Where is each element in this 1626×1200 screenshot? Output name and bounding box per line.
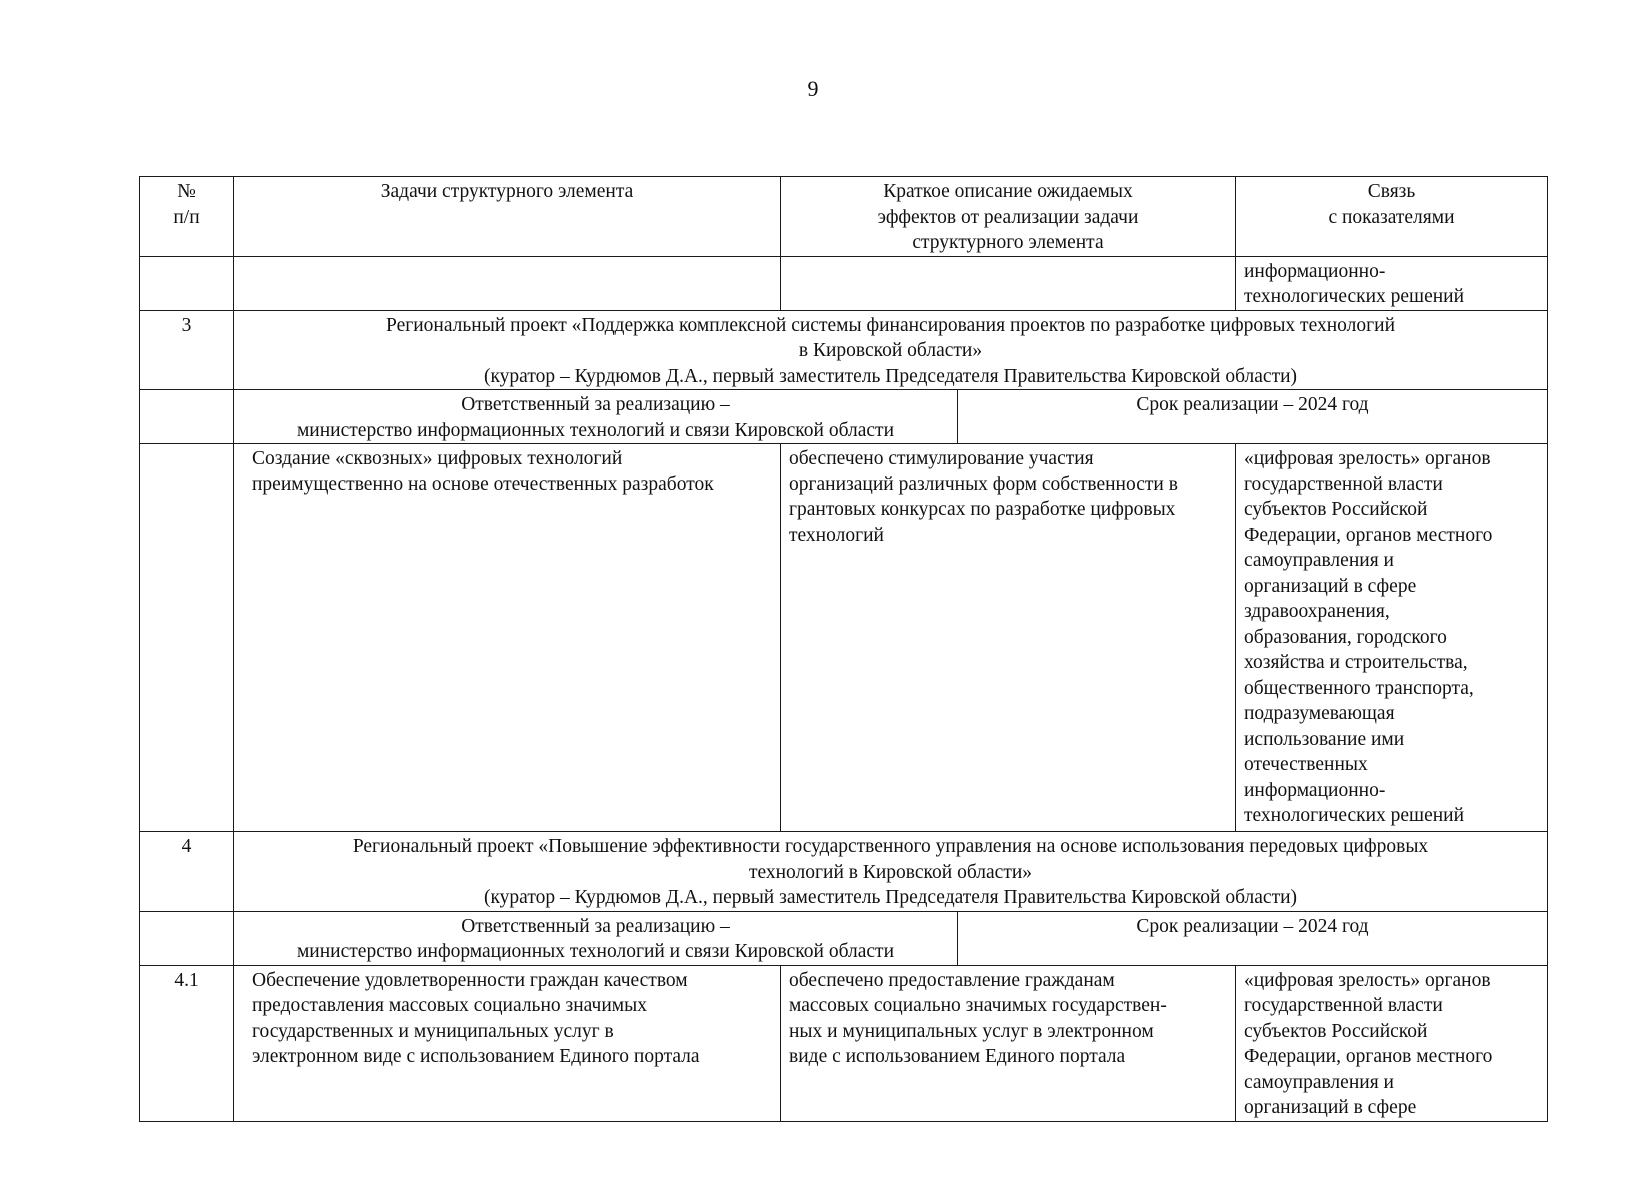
project-3-title: Региональный проект «Поддержка комплексной системы финансирования проектов по разработке цифровых технологий в Кировской области» (куратор – Курдюмов Д.А., первый заместитель Председателя Правительства Кировской области) <box>234 310 1548 390</box>
structural-elements-table <box>139 176 1548 1122</box>
continuation-task-cell <box>234 256 781 310</box>
header-link: Связь с показателями <box>1236 177 1548 257</box>
project-4-task-num: 4.1 <box>140 965 234 1121</box>
project-3-task-row <box>140 444 1548 832</box>
project-4-num: 4 <box>140 832 234 912</box>
project-4-responsible-num-cell <box>140 911 234 965</box>
project-4-deadline: Срок реализации – 2024 год <box>958 911 1548 965</box>
project-4-task: Обеспечение удовлетворенности граждан качеством предоставления массовых социально значимых государственных и муниципальных услуг в электронном виде с использованием Единого портала <box>234 965 781 1121</box>
project-3-responsible-num-cell <box>140 390 234 444</box>
project-3-link: «цифровая зрелость» органов государственной власти субъектов Российской Федерации, органов местного самоуправления и организаций в сфере здравоохранения, образования, городского хозяйства и строительства, общественного транспорта, подразумевающая использование ими отечественных информационно- технологических решений <box>1236 444 1548 832</box>
project-4-link: «цифровая зрелость» органов государственной власти субъектов Российской Федерации, органов местного самоуправления и организаций в сфере <box>1236 965 1548 1121</box>
continuation-effect-cell <box>781 256 1236 310</box>
project-3-responsible-row <box>140 390 1548 444</box>
continuation-row <box>140 256 1548 310</box>
continuation-link-cell: информационно- технологических решений <box>1236 256 1548 310</box>
project-3-num: 3 <box>140 310 234 390</box>
header-num: № п/п <box>140 177 234 257</box>
project-3-task: Создание «сквозных» цифровых технологий преимущественно на основе отечественных разработок <box>234 444 781 832</box>
page-number: 9 <box>807 76 819 101</box>
project-4-responsible: Ответственный за реализацию – министерство информационных технологий и связи Кировской области <box>234 911 958 965</box>
project-3-title-row <box>140 310 1548 390</box>
project-4-title-row <box>140 832 1548 912</box>
project-3-deadline: Срок реализации – 2024 год <box>958 390 1548 444</box>
project-4-effect: обеспечено предоставление гражданам массовых социально значимых государствен- ных и муниципальных услуг в электронном виде с использованием Единого портала <box>781 965 1236 1121</box>
continuation-num-cell <box>140 256 234 310</box>
project-4-responsible-row <box>140 911 1548 965</box>
project-4-title: Региональный проект «Повышение эффективности государственного управления на основе использования передовых цифровых технологий в Кировской области» (куратор – Курдюмов Д.А., первый заместитель Председателя Правительства Кировской области) <box>234 832 1548 912</box>
project-3-task-num <box>140 444 234 832</box>
project-3-responsible: Ответственный за реализацию – министерство информационных технологий и связи Кировской области <box>234 390 958 444</box>
project-4-task-row <box>140 965 1548 1121</box>
table-header-row <box>140 177 1548 257</box>
header-tasks: Задачи структурного элемента <box>234 177 781 257</box>
project-3-effect: обеспечено стимулирование участия организаций различных форм собственности в грантовых конкурсах по разработке цифровых технологий <box>781 444 1236 832</box>
header-effects: Краткое описание ожидаемых эффектов от реализации задачи структурного элемента <box>781 177 1236 257</box>
